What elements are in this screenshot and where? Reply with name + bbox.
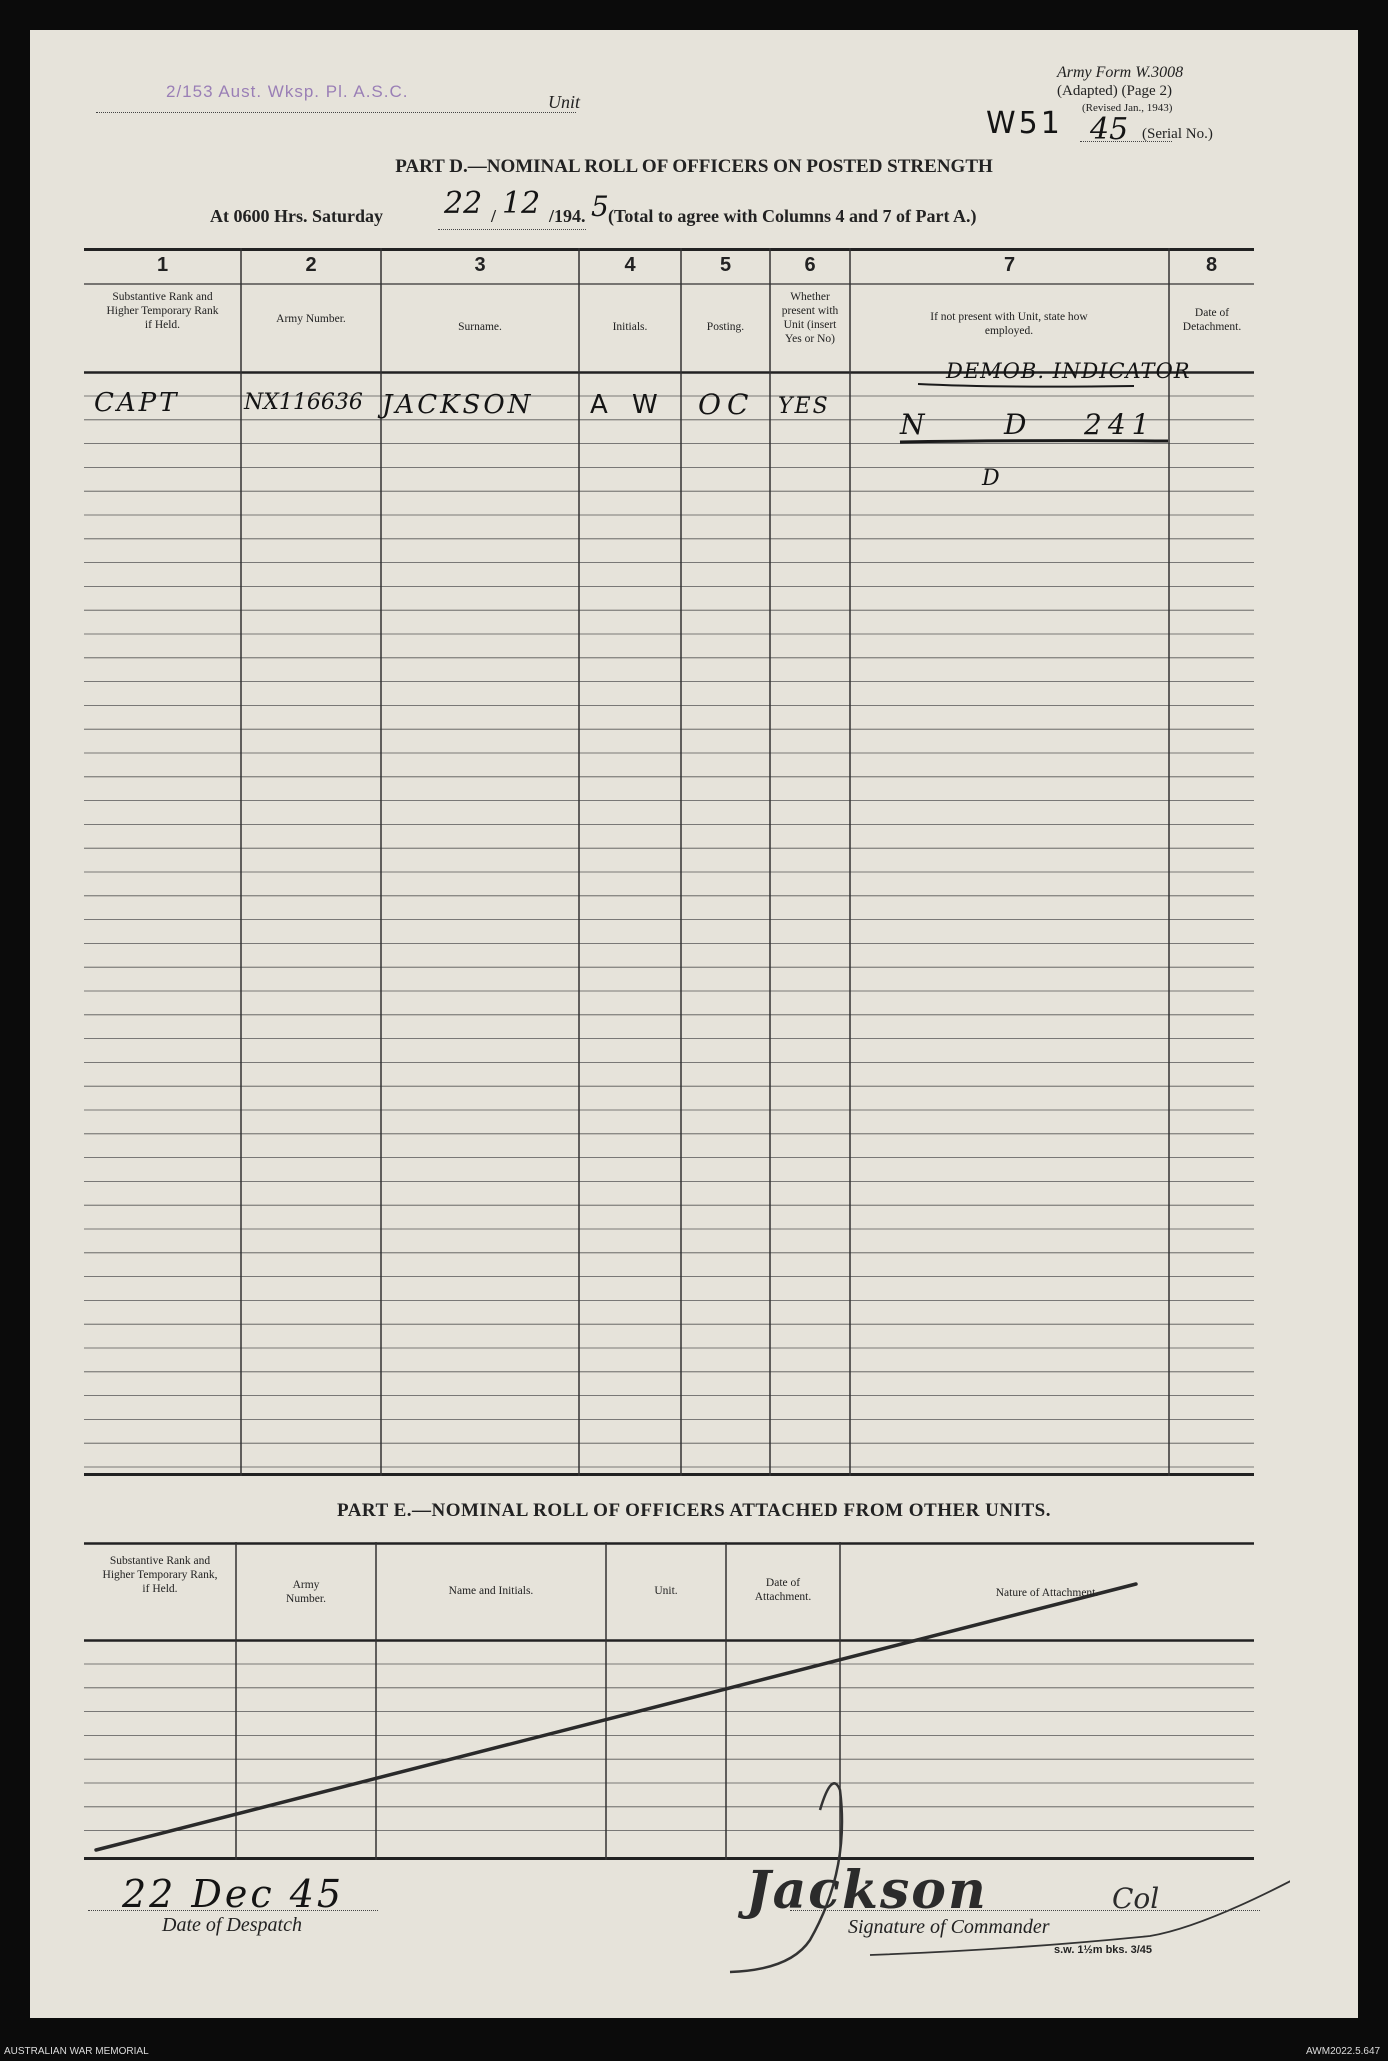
footer-left: AUSTRALIAN WAR MEMORIAL <box>4 2046 149 2057</box>
part-e-col-2-header: Army Number. <box>286 1579 326 1605</box>
col-4-header: Initials. <box>612 321 648 333</box>
part-e-col-4-header: Unit. <box>654 1585 678 1597</box>
entry-note-underlines <box>850 358 1170 448</box>
entry-initials: A W <box>590 390 666 420</box>
part-e-title: PART E.—NOMINAL ROLL OF OFFICERS ATTACHED FROM OTHER UNITS. <box>337 1500 1051 1521</box>
col-5-number: 5 <box>719 254 732 276</box>
col-8-header: Date of Detachment. <box>1182 307 1242 333</box>
entry-posting: OC <box>698 388 755 421</box>
entry-present: YES <box>778 394 830 419</box>
serial-hand-1: W51 <box>986 106 1063 141</box>
col-4-number: 4 <box>624 254 636 276</box>
part-e-col-3-header: Name and Initials. <box>448 1585 534 1597</box>
part-d-date-month: 12 <box>502 186 541 221</box>
col-6-header: Whether present with Unit (insert Yes or No) <box>781 291 839 345</box>
part-d-date-year: /194. <box>549 206 586 226</box>
part-d-date-suffix: (Total to agree with Columns 4 and 7 of Part A.) <box>608 206 977 226</box>
signature-suffix: Col <box>1112 1882 1160 1915</box>
entry-note-2-c: 241 <box>1084 408 1156 441</box>
entry-note-1: DEMOB. INDICATOR <box>946 359 1191 383</box>
signature-dotted-line <box>790 1910 1260 1911</box>
part-d-date-prefix: At 0600 Hrs. Saturday <box>210 206 384 226</box>
col-3-number: 3 <box>474 254 486 276</box>
entry-rank: CAPT <box>94 388 180 418</box>
serial-label: (Serial No.) <box>1142 126 1213 142</box>
entry-note-2-a: N <box>900 408 925 441</box>
footer-right: AWM2022.5.647 <box>1306 2046 1381 2057</box>
entry-note-3: D <box>982 466 1000 491</box>
col-5-header: Posting. <box>706 321 745 333</box>
part-e-col-5-header: Date of Attachment. <box>754 1577 812 1603</box>
despatch-date-hand: 22 Dec 45 <box>122 1872 345 1916</box>
col-8-number: 8 <box>1205 254 1218 276</box>
part-d-title: PART D.—NOMINAL ROLL OF OFFICERS ON POSTED STRENGTH <box>395 156 993 177</box>
date-dotted-line <box>438 229 586 230</box>
col-2-number: 2 <box>305 254 317 276</box>
entry-surname: JACKSON <box>382 390 534 420</box>
signature-flourish <box>690 1750 1290 2010</box>
entry-army-number: NX116636 <box>244 390 363 415</box>
col-2-header: Army Number. <box>276 313 346 325</box>
part-d-date-slash: / <box>491 206 497 226</box>
entry-note-2-b: D <box>1004 408 1027 441</box>
col-6-number: 6 <box>804 254 816 276</box>
col-3-header: Surname. <box>458 321 502 333</box>
despatch-label: Date of Despatch <box>162 1914 302 1936</box>
unit-dotted-line <box>96 112 576 113</box>
col-1-header: Substantive Rank and Higher Temporary Rank if Held. <box>106 291 219 331</box>
part-e-col-1-header: Substantive Rank and Higher Temporary Rank, if Held. <box>102 1555 218 1595</box>
unit-label: Unit <box>548 92 581 112</box>
signature-label: Signature of Commander <box>848 1916 1050 1938</box>
form-adapted: (Adapted) (Page 2) <box>1057 83 1172 99</box>
form-name: Army Form W.3008 <box>1057 64 1184 81</box>
form-sheet <box>30 30 1358 2018</box>
col-1-number: 1 <box>156 254 169 276</box>
despatch-dotted-line <box>88 1910 378 1911</box>
print-code: s.w. 1½m bks. 3/45 <box>1054 1944 1153 1956</box>
serial-hand-2: 45 <box>1090 112 1129 147</box>
form-revised: (Revised Jan., 1943) <box>1082 102 1173 114</box>
part-d-date-day: 22 <box>444 186 483 221</box>
col-7-header: If not present with Unit, state how employed. <box>930 311 1088 337</box>
col-7-number: 7 <box>1003 254 1016 276</box>
part-d-table <box>84 248 1254 1476</box>
signature-hand: Jackson <box>746 1860 988 1921</box>
part-e-col-6-header: Nature of Attachment. <box>995 1587 1099 1599</box>
unit-value: 2/153 Aust. Wksp. Pl. A.S.C. <box>166 82 409 101</box>
part-d-date-year-hand: 5 <box>591 190 609 223</box>
